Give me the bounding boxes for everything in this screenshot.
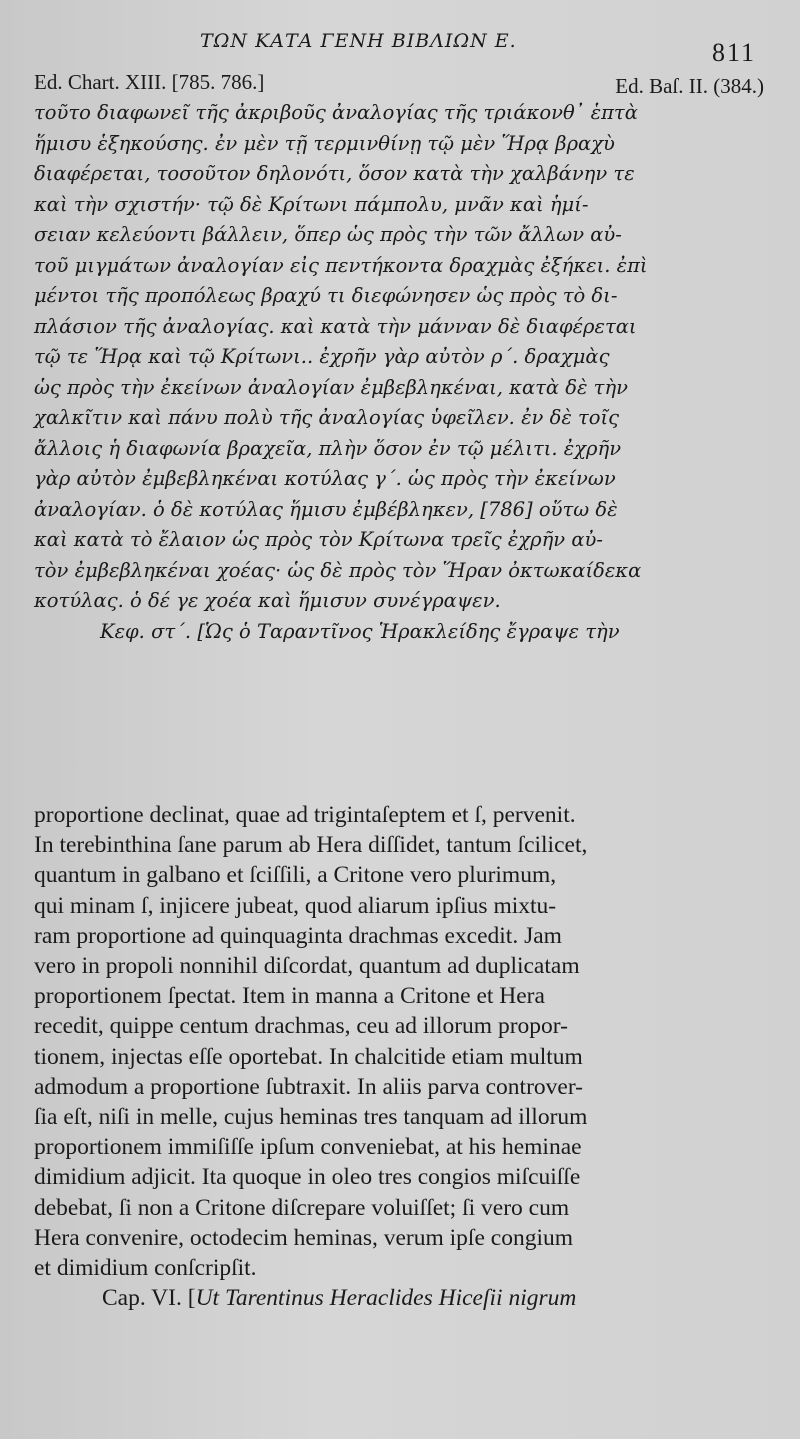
latin-text [34, 800, 764, 1313]
greek-line: ἥμισυ ἑξηκούσης. ἐν μὲν τῇ τερμινθίνῃ τῷ μὲν Ἥρᾳ βραχὺ [34, 131, 615, 155]
greek-line: μέντοι τῆς προπόλεως βραχύ τι διεφώνησεν ὡς πρὸς τὸ δι- [34, 284, 618, 307]
greek-line: γὰρ αὐτὸν ἐμβεβληκέναι κοτύλας γ΄. ὡς πρὸς τὴν ἐκείνων [34, 467, 616, 490]
greek-line: τῷ τε Ἥρᾳ καὶ τῷ Κρίτωνι.. ἐχρῆν γὰρ αὐτὸν ρ΄. δραχμὰς [34, 345, 610, 368]
latin-line: vero in propoli nonnihil diſcordat, quantum ad duplicatam [34, 953, 580, 980]
greek-line: ἀναλογίαν. ὁ δὲ κοτύλας ἥμισυ ἐμβέβληκεν, [786] οὕτω δὲ [34, 497, 618, 521]
latin-chapter-heading [34, 1283, 764, 1313]
greek-line: πλάσιον τῆς ἀναλογίας. καὶ κατὰ τὴν μάνναν δὲ διαφέρεται [34, 314, 637, 338]
latin-line: ram proportione ad quinquaginta drachmas excedit. Jam [34, 922, 562, 949]
latin-chapter-title: Ut Tarentinus Heraclides Hiceſii nigrum [195, 1285, 577, 1312]
latin-line: proportione declinat, quae ad trigintaſeptem et ſ, pervenit. [34, 802, 576, 828]
edition-line [34, 70, 764, 100]
greek-chapter-heading: Κεφ. στ΄. [Ὡς ὁ Ταραντῖνος Ἡρακλείδης ἔγραψε τὴν [100, 619, 620, 643]
greek-line: χαλκῖτιν καὶ πάνυ πολὺ τῆς ἀναλογίας ὑφεῖλεν. ἐν δὲ τοῖς [34, 406, 620, 429]
greek-line: τὸν ἐμβεβληκέναι χοέας· ὡς δὲ πρὸς τὸν Ἥραν ὀκτωκαίδεκα [34, 558, 642, 582]
running-head [0, 30, 800, 67]
running-title: ΤΩΝ ΚΑΤΑ ΓΕΝΗ ΒΙΒΛΙΩΝ Ε. [200, 30, 517, 52]
latin-line: quantum in galbano et ſciſſili, a Critone vero plurimum, [34, 862, 557, 889]
greek-line: κοτύλας. ὁ δέ γε χοέα καὶ ἥμισυν συνέγραψεν. [34, 589, 501, 612]
latin-chapter-label: Cap. VI. [ [102, 1285, 196, 1312]
latin-line: admodum a proportione ſubtraxit. In aliis parva controver- [34, 1073, 584, 1100]
edition-basel: Ed. Baſ. II. (384.) [615, 74, 764, 98]
latin-line: In terebinthina ſane parum ab Hera diſſidet, tantum ſcilicet, [34, 832, 588, 859]
greek-line: ὡς πρὸς τὴν ἐκείνων ἀναλογίαν ἐμβεβληκέναι, κατὰ δὲ τὴν [34, 375, 629, 399]
edition-chart: Ed. Chart. XIII. [785. 786.] [34, 70, 265, 94]
greek-line: καὶ τὴν σχιστήν· τῷ δὲ Κρίτωνι πάμπολυ, μνᾶν καὶ ἡμί- [34, 192, 589, 216]
latin-line: proportionem immiſiſſe ipſum conveniebat, at his heminae [34, 1134, 582, 1161]
latin-line: ſia eſt, niſi in melle, cujus heminas tres tanquam ad illorum [34, 1104, 588, 1131]
latin-line: Hera convenire, octodecim heminas, verum ipſe congium [34, 1224, 574, 1251]
greek-line: ἄλλοις ἡ διαφωνία βραχεῖα, πλὴν ὅσον ἐν τῷ μέλιτι. ἐχρῆν [34, 436, 622, 460]
page-number: 811 [712, 38, 757, 67]
greek-line: καὶ κατὰ τὸ ἔλαιον ὡς πρὸς τὸν Κρίτωνα τρεῖς ἐχρῆν αὐ- [34, 528, 603, 551]
latin-line: dimidium adjicit. Ita quoque in oleo tres congios miſcuiſſe [34, 1164, 581, 1191]
latin-line: qui minam ſ, injicere jubeat, quod aliarum ipſius mixtu- [34, 892, 557, 919]
latin-line: et dimidium conſcripſit. [34, 1255, 257, 1282]
latin-line: debebat, ſi non a Critone diſcrepare voluiſſet; ſi vero cum [34, 1194, 570, 1221]
greek-line: τοῦτο διαφωνεῖ τῆς ἀκριβοῦς ἀναλογίας τῆς τριάκονθ᾽ ἑπτὰ [34, 101, 638, 124]
greek-line: τοῦ μιγμάτων ἀναλογίαν εἰς πεντήκοντα δραχμὰς ἐξήκει. ἐπὶ [34, 253, 648, 277]
latin-line: tionem, injectas eſſe oportebat. In chalcitide etiam multum [34, 1043, 583, 1070]
latin-line: proportionem ſpectat. Item in manna a Critone et Hera [34, 983, 545, 1010]
greek-line: διαφέρεται, τοσοῦτον δηλονότι, ὅσον κατὰ τὴν χαλβάνην τε [34, 162, 635, 185]
greek-line: σειαν κελεύοντι βάλλειν, ὅπερ ὡς πρὸς τὴν τῶν ἄλλων αὐ- [34, 223, 622, 246]
greek-text [34, 98, 764, 647]
latin-line: recedit, quippe centum drachmas, ceu ad illorum propor- [34, 1013, 568, 1040]
